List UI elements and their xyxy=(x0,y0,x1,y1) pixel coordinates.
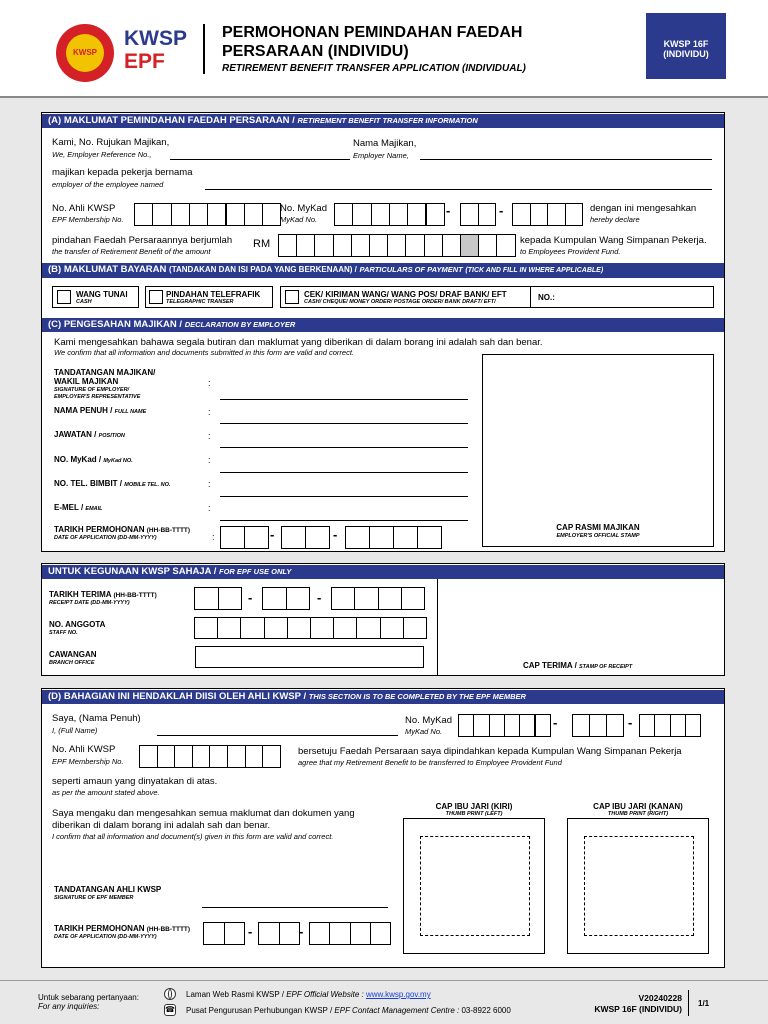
employer-date-text: TARIKH PERMOHONAN xyxy=(54,525,145,534)
staff-no-label-en: STAFF NO. xyxy=(49,630,78,636)
section-d-header xyxy=(42,690,724,704)
staff-no-label: NO. ANGGOTA xyxy=(49,620,106,629)
c-date-cell[interactable] xyxy=(417,526,442,549)
employer-fullname-label: NAMA PENUH / FULL NAME xyxy=(54,406,147,415)
member-date-label xyxy=(54,924,190,934)
d-epf-cell[interactable] xyxy=(139,745,158,768)
section-a-header xyxy=(42,114,724,128)
member-date-dash-1: - xyxy=(248,924,253,939)
member-date-text-en: DATE OF APPLICATION xyxy=(54,934,116,940)
receipt-stamp-text: CAP TERIMA xyxy=(523,661,573,670)
d-mykad-cell[interactable] xyxy=(685,714,701,737)
a-amount-cell[interactable] xyxy=(333,234,352,257)
d-date-cell[interactable] xyxy=(279,922,304,945)
o-staff-cell[interactable] xyxy=(403,617,427,639)
section-b-title: (B) MAKLUMAT BAYARAN xyxy=(48,264,167,275)
a-amount-cell[interactable] xyxy=(278,234,297,257)
section-c-title-en: DECLARATION BY EMPLOYER xyxy=(184,320,296,329)
employer-mykad-label: NO. MyKad / MyKad NO. xyxy=(54,455,133,464)
logo-epf-text: EPF xyxy=(124,50,165,73)
o-staff-cell[interactable] xyxy=(217,617,241,639)
footer-contact-text: Pusat Pengurusan Perhubungan KWSP / xyxy=(186,1006,333,1015)
a-mykad-cell[interactable] xyxy=(334,203,353,226)
footer-version: V20240228 xyxy=(638,993,682,1003)
member-confirm-line1: Saya mengaku dan mengesahkan semua maklumat dan dokumen yang xyxy=(52,808,355,819)
footer-web-text: Laman Web Rasmi KWSP / xyxy=(186,990,284,999)
receipt-date-label xyxy=(49,590,157,600)
d-date-cell[interactable] xyxy=(258,922,280,945)
employer-mobile-text: NO. TEL. BIMBIT xyxy=(54,479,118,488)
a-amount-cell[interactable] xyxy=(387,234,406,257)
colon: : xyxy=(208,503,211,513)
receipt-dash-1: - xyxy=(248,590,253,605)
d-mykad-cell[interactable] xyxy=(489,714,505,737)
o-date-cell[interactable] xyxy=(286,587,311,610)
c-date-cell[interactable] xyxy=(393,526,418,549)
member-date-dash-2: - xyxy=(299,924,304,939)
footer-enquiries: Untuk sebarang pertanyaan: xyxy=(38,993,139,1002)
office-use-divider xyxy=(437,579,438,675)
branch-label: CAWANGAN xyxy=(49,650,97,659)
payment-tt-label: PINDAHAN TELEFRAFIK xyxy=(166,290,261,299)
employer-fullname-field[interactable] xyxy=(220,423,468,424)
d-date-cell[interactable] xyxy=(203,922,225,945)
section-b-title-en: PARTICULARS OF PAYMENT xyxy=(359,265,463,274)
transfer-amount-label-en: the transfer of Retirement Benefit of the amount xyxy=(52,247,211,256)
member-date-fmt: (HH-BB-TTTT) xyxy=(146,926,191,933)
employer-sig-label-en-1: SIGNATURE OF EMPLOYER/ xyxy=(54,387,130,393)
branch-field[interactable] xyxy=(195,646,424,668)
colon: : xyxy=(208,378,211,388)
d-mykad-cell[interactable] xyxy=(654,714,670,737)
member-mykad-label-en: MyKad No. xyxy=(405,727,443,736)
o-date-cell[interactable] xyxy=(262,587,287,610)
a-epf-cell[interactable] xyxy=(244,203,263,226)
footer-page: 1/1 xyxy=(698,999,710,1008)
member-date-label-en xyxy=(54,934,157,940)
o-staff-cell[interactable] xyxy=(356,617,380,639)
a-mykad-cell[interactable] xyxy=(407,203,426,226)
kwsp-logo xyxy=(56,24,114,82)
member-epf-label: No. Ahli KWSP xyxy=(52,744,116,755)
employer-date-fmt-en: (DD-MM-YYYY) xyxy=(117,535,157,541)
payment-tt-checkbox[interactable] xyxy=(149,290,163,304)
section-b-title-sub: (TANDAKAN DAN ISI PADA YANG BERKENAAN) / xyxy=(169,265,357,274)
d-epf-cell[interactable] xyxy=(209,745,228,768)
employer-name-label: Nama Majikan, xyxy=(353,138,417,149)
d-epf-cell[interactable] xyxy=(262,745,281,768)
o-date-cell[interactable] xyxy=(218,587,243,610)
a-epf-cell[interactable] xyxy=(189,203,208,226)
section-c-header xyxy=(42,318,724,332)
employer-fullname-text-en: FULL NAME xyxy=(114,409,147,415)
employee-name-field[interactable] xyxy=(205,189,712,190)
a-amount-cell[interactable] xyxy=(405,234,424,257)
o-staff-cell[interactable] xyxy=(287,617,311,639)
colon: : xyxy=(208,431,211,441)
section-a-title: (A) MAKLUMAT PEMINDAHAN FAEDAH PERSARAAN / xyxy=(48,115,295,126)
a-mykad-cell[interactable] xyxy=(371,203,390,226)
member-confirm-line2: diberikan di dalam borang ini adalah sah dan benar. xyxy=(52,820,271,831)
employer-date-fmt: (HH-BB-TTTT) xyxy=(146,527,191,534)
receipt-date-text: TARIKH TERIMA xyxy=(49,590,112,599)
member-amount-label: seperti amaun yang dinyatakan di atas. xyxy=(52,776,218,787)
a-amount-cell[interactable] xyxy=(478,234,497,257)
o-date-cell[interactable] xyxy=(194,587,219,610)
payment-cash-label-en: CASH xyxy=(76,299,92,305)
d-mykad-cell[interactable] xyxy=(606,714,624,737)
member-sig-label-en: SIGNATURE OF EPF MEMBER xyxy=(54,895,134,901)
section-a-title-en: RETIREMENT BENEFIT TRANSFER INFORMATION xyxy=(297,116,478,125)
colon: : xyxy=(208,455,211,465)
section-c-title: (C) PENGESAHAN MAJIKAN / xyxy=(48,319,183,330)
d-mykad-cell[interactable] xyxy=(519,714,535,737)
thumb-right-inner xyxy=(584,836,694,936)
payment-cheque-label-en: CASH/ CHEQUE/ MONEY ORDER/ POSTAGE ORDER/ BANK DRAFT/ EFT/ xyxy=(304,299,496,305)
phone-icon: ☎ xyxy=(165,1005,175,1014)
o-date-cell[interactable] xyxy=(331,587,355,610)
employer-mykad-field[interactable] xyxy=(220,472,468,473)
thumb-left-label: CAP IBU JARI (KIRI) xyxy=(435,802,513,811)
d-mykad-cell[interactable] xyxy=(639,714,655,737)
a-mykad-cell[interactable] xyxy=(530,203,549,226)
member-agree-label: bersetuju Faedah Persaraan saya dipindahkan kepada Kumpulan Wang Simpanan Pekerja xyxy=(298,746,682,757)
a-amount-cell[interactable] xyxy=(442,234,461,257)
employer-date-text-en: DATE OF APPLICATION xyxy=(54,535,116,541)
d-mykad-cell[interactable] xyxy=(670,714,686,737)
c-date-cell[interactable] xyxy=(345,526,370,549)
form-title-line1: PERMOHONAN PEMINDAHAN FAEDAH xyxy=(222,24,523,41)
d-epf-cell[interactable] xyxy=(227,745,246,768)
employer-sig-label-1: TANDATANGAN MAJIKAN/ xyxy=(54,368,156,377)
a-amount-cell[interactable] xyxy=(460,234,479,257)
mykad-dash-2: - xyxy=(499,203,504,218)
d-mykad-cell[interactable] xyxy=(504,714,520,737)
employer-position-label: JAWATAN / POSITION xyxy=(54,430,125,439)
payment-cash-checkbox[interactable] xyxy=(57,290,71,304)
a-epf-cell[interactable] xyxy=(134,203,153,226)
thumb-left-label-en: THUMB PRINT (LEFT) xyxy=(445,811,503,817)
a-mykad-cell[interactable] xyxy=(460,203,479,226)
employer-stamp-label: CAP RASMI MAJIKAN xyxy=(556,523,640,532)
footer-code: KWSP 16F (INDIVIDU) xyxy=(594,1004,682,1014)
payment-no-divider xyxy=(530,287,531,307)
a-mykad-cell[interactable] xyxy=(426,203,445,226)
o-date-cell[interactable] xyxy=(378,587,402,610)
employer-mobile-label: NO. TEL. BIMBIT / MOBILE TEL. NO. xyxy=(54,479,171,488)
employer-mykad-text-en: MyKad NO. xyxy=(103,458,133,464)
o-staff-cell[interactable] xyxy=(310,617,334,639)
employer-email-text-en: EMAIL xyxy=(85,506,103,512)
employer-name-field[interactable] xyxy=(420,159,712,160)
d-mykad-cell[interactable] xyxy=(589,714,607,737)
employer-sig-label-en-2: EMPLOYER'S REPRESENTATIVE xyxy=(54,394,141,400)
d-date-cell[interactable] xyxy=(350,922,371,945)
epf-no-label: No. Ahli KWSP xyxy=(52,203,116,214)
form-header xyxy=(0,0,768,98)
employer-sig-label-2: WAKIL MAJIKAN xyxy=(54,377,119,386)
epf-no-label-en: EPF Membership No. xyxy=(52,215,124,224)
thumb-right-label: CAP IBU JARI (KANAN) xyxy=(593,802,683,811)
a-amount-cell[interactable] xyxy=(351,234,370,257)
date-dash-2: - xyxy=(333,527,338,542)
member-sig-label: TANDATANGAN AHLI KWSP xyxy=(54,885,162,894)
member-mykad-dash-2: - xyxy=(628,715,633,730)
o-date-cell[interactable] xyxy=(401,587,425,610)
employer-statement: Kami mengesahkan bahawa segala butiran dan maklumat yang diberikan di dalam borang ini adalah sah dan benar. xyxy=(54,337,543,348)
section-b-header xyxy=(42,263,724,278)
d-epf-cell[interactable] xyxy=(174,745,193,768)
colon: : xyxy=(208,407,211,417)
o-staff-cell[interactable] xyxy=(240,617,264,639)
a-mykad-cell[interactable] xyxy=(352,203,371,226)
d-mykad-cell[interactable] xyxy=(572,714,590,737)
payment-cash-label: WANG TUNAI xyxy=(76,290,128,299)
employer-position-text: JAWATAN xyxy=(54,430,92,439)
a-epf-cell[interactable] xyxy=(226,203,245,226)
employee-named-label: majikan kepada pekerja bernama xyxy=(52,167,193,178)
office-use-title-en: FOR EPF USE ONLY xyxy=(219,567,292,576)
d-epf-cell[interactable] xyxy=(245,745,264,768)
a-epf-cell[interactable] xyxy=(171,203,190,226)
member-agree-label-en: agree that my Retirement Benefit to be transferred to Employee Provident Fund xyxy=(298,758,562,767)
o-staff-cell[interactable] xyxy=(333,617,357,639)
declare-label-en: hereby declare xyxy=(590,215,640,224)
globe-icon xyxy=(164,988,176,1000)
footer-web xyxy=(186,989,431,1000)
c-date-cell[interactable] xyxy=(220,526,245,549)
payment-cheque-checkbox[interactable] xyxy=(285,290,299,304)
footer-divider xyxy=(688,990,689,1016)
office-use-header: UNTUK KEGUNAAN KWSP SAHAJA / FOR EPF USE ONLY xyxy=(42,565,724,579)
payment-tt-label-en: TELEGRAPHIC TRANSER xyxy=(166,299,234,305)
o-staff-cell[interactable] xyxy=(264,617,288,639)
member-name-label: Saya, (Nama Penuh) xyxy=(52,713,141,724)
to-fund-label: kepada Kumpulan Wang Simpanan Pekerja. xyxy=(520,235,707,246)
d-epf-cell[interactable] xyxy=(192,745,211,768)
member-name-label-en: I, (Full Name) xyxy=(52,726,98,735)
d-date-cell[interactable] xyxy=(224,922,246,945)
a-amount-cell[interactable] xyxy=(424,234,443,257)
o-staff-cell[interactable] xyxy=(194,617,218,639)
c-date-cell[interactable] xyxy=(305,526,330,549)
employer-stamp-label-en: EMPLOYER'S OFFICIAL STAMP xyxy=(556,533,640,539)
header-divider xyxy=(203,24,205,74)
a-amount-cell[interactable] xyxy=(314,234,333,257)
o-staff-cell[interactable] xyxy=(380,617,404,639)
mykad-label: No. MyKad xyxy=(280,203,327,214)
d-mykad-cell[interactable] xyxy=(535,714,551,737)
form-title-line2: PERSARAAN (INDIVIDU) xyxy=(222,43,409,60)
o-date-cell[interactable] xyxy=(354,587,378,610)
d-date-cell[interactable] xyxy=(309,922,330,945)
receipt-date-fmt: (HH-BB-TTTT) xyxy=(113,592,157,599)
a-epf-cell[interactable] xyxy=(207,203,226,226)
date-dash-1: - xyxy=(270,527,275,542)
footer-phone: 03-8922 6000 xyxy=(461,1006,511,1015)
employer-mykad-text: NO. MyKad xyxy=(54,455,97,464)
employer-name-label-en: Employer Name, xyxy=(353,151,409,160)
logo-kwsp-text: KWSP xyxy=(124,27,187,50)
to-fund-label-en: to Employees Provident Fund. xyxy=(520,247,621,256)
receipt-stamp-text-en: STAMP OF RECEIPT xyxy=(579,664,633,670)
employer-email-label: E-MEL / EMAIL xyxy=(54,503,103,512)
footer-contact-text-en: EPF Contact Management Centre : xyxy=(334,1006,460,1015)
c-date-cell[interactable] xyxy=(244,526,269,549)
member-signature-field[interactable] xyxy=(202,907,388,908)
member-name-field[interactable] xyxy=(157,735,398,736)
section-d-title-en: THIS SECTION IS TO BE COMPLETED BY THE EPF MEMBER xyxy=(308,692,526,701)
form-code-badge xyxy=(646,13,726,79)
form-code-line1: KWSP 16F xyxy=(663,39,709,49)
d-date-cell[interactable] xyxy=(329,922,350,945)
employer-ref-field[interactable] xyxy=(170,159,350,160)
employer-position-text-en: POSITION xyxy=(98,433,125,439)
thumb-right-label-en: THUMB PRINT (RIGHT) xyxy=(607,811,669,817)
member-epf-label-en: EPF Membership No. xyxy=(52,757,124,766)
employer-statement-en: We confirm that all information and documents submitted in this form are valid and correct. xyxy=(54,348,354,357)
receipt-date-label-en: RECEIPT DATE (DD-MM-YYYY) xyxy=(49,600,130,606)
employee-named-label-en: employer of the employee named xyxy=(52,180,164,189)
footer-enquiries-en: For any inquiries: xyxy=(38,1002,100,1011)
branch-label-en: BRANCH OFFICE xyxy=(49,660,95,666)
a-mykad-cell[interactable] xyxy=(547,203,566,226)
mykad-label-en: MyKad No. xyxy=(280,215,318,224)
member-date-fmt-en: (DD-MM-YYYY) xyxy=(117,934,157,940)
d-mykad-cell[interactable] xyxy=(458,714,474,737)
a-mykad-cell[interactable] xyxy=(512,203,531,226)
colon: : xyxy=(212,532,215,542)
d-epf-cell[interactable] xyxy=(157,745,176,768)
employer-email-text: E-MEL xyxy=(54,503,79,512)
employer-mobile-field[interactable] xyxy=(220,496,468,497)
receipt-stamp-label: CAP TERIMA / STAMP OF RECEIPT xyxy=(523,661,633,670)
section-d-title: (D) BAHAGIAN INI HENDAKLAH DIISI OLEH AHLI KWSP / xyxy=(48,691,307,702)
footer-contact xyxy=(186,1005,511,1016)
a-epf-cell[interactable] xyxy=(262,203,281,226)
transfer-amount-label: pindahan Faedah Persaraannya berjumlah xyxy=(52,235,233,246)
member-confirm-en: I confirm that all information and document(s) given in this form are valid and correct. xyxy=(52,832,334,841)
member-amount-label-en: as per the amount stated above. xyxy=(52,788,160,797)
logo-crest-text: KWSP xyxy=(73,48,97,57)
d-mykad-cell[interactable] xyxy=(473,714,489,737)
employer-fullname-text: NAMA PENUH xyxy=(54,406,108,415)
a-mykad-cell[interactable] xyxy=(565,203,584,226)
declare-label: dengan ini mengesahkan xyxy=(590,203,697,214)
employer-stamp-box xyxy=(482,354,714,547)
member-mykad-label: No. MyKad xyxy=(405,715,452,726)
receipt-dash-2: - xyxy=(317,590,322,605)
employer-ref-label: Kami, No. Rujukan Majikan, xyxy=(52,137,170,148)
member-mykad-dash-1: - xyxy=(553,715,558,730)
a-amount-cell[interactable] xyxy=(296,234,315,257)
rm-label: RM xyxy=(253,238,271,250)
a-amount-cell[interactable] xyxy=(496,234,515,257)
a-mykad-cell[interactable] xyxy=(389,203,408,226)
c-date-cell[interactable] xyxy=(281,526,306,549)
footer-web-text-en: EPF Official Website : xyxy=(286,990,364,999)
employer-position-field[interactable] xyxy=(220,447,468,448)
employer-mobile-text-en: MOBILE TEL. NO. xyxy=(124,482,171,488)
employer-ref-label-en: We, Employer Reference No., xyxy=(52,150,152,159)
office-use-title: UNTUK KEGUNAAN KWSP SAHAJA xyxy=(48,566,212,577)
payment-no-label: NO.: xyxy=(538,293,555,302)
employer-date-label xyxy=(54,525,190,535)
payment-cheque-label: CEK/ KIRIMAN WANG/ WANG POS/ DRAF BANK/ EFT xyxy=(304,290,507,299)
member-date-text: TARIKH PERMOHONAN xyxy=(54,924,145,933)
c-date-cell[interactable] xyxy=(369,526,394,549)
thumb-left-inner xyxy=(420,836,530,936)
form-subtitle: RETIREMENT BENEFIT TRANSFER APPLICATION (INDIVIDUAL) xyxy=(222,63,526,74)
a-mykad-cell[interactable] xyxy=(478,203,497,226)
form-code-line2: (INDIVIDU) xyxy=(663,49,709,59)
employer-date-label-en xyxy=(54,535,157,541)
a-epf-cell[interactable] xyxy=(152,203,171,226)
employer-signature-field[interactable] xyxy=(220,399,468,400)
d-date-cell[interactable] xyxy=(370,922,391,945)
section-b-title-en-sub: (TICK AND FILL IN WHERE APPLICABLE) xyxy=(465,267,604,274)
mykad-dash-1: - xyxy=(446,203,451,218)
a-amount-cell[interactable] xyxy=(369,234,388,257)
employer-email-field[interactable] xyxy=(220,520,468,521)
colon: : xyxy=(208,479,211,489)
footer-url-link[interactable]: www.kwsp.gov.my xyxy=(365,990,431,999)
